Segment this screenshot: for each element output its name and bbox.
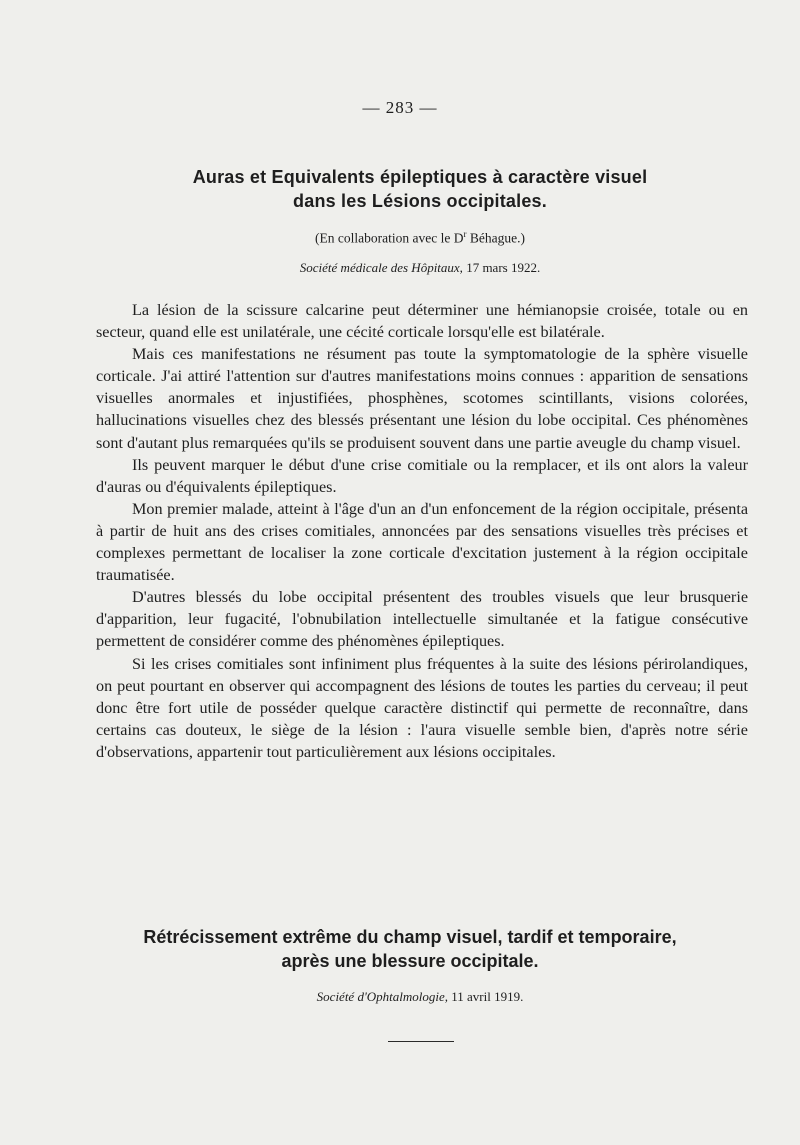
section-2-title [100,925,720,973]
collaboration-note [150,229,690,247]
citation-source: Société médicale des Hôpitaux, [299,260,463,275]
section-1-citation [150,260,690,276]
paragraph: D'autres blessés du lobe occipital présentent des troubles visuels que leur brusquerie d'apparition, leur fugacité, l'obnubilation intellectuelle simultanée et la fatigue consécutive permettent de considérer comme des phénomènes épileptiques. [96,588,748,651]
citation-date: 11 avril 1919. [451,989,524,1004]
paragraph: Mon premier malade, atteint à l'âge d'un an d'un enfoncement de la région occipitale, présenta à partir de huit ans des crises comitiales, annoncées par des sensations visuelles très précises et complexes permettant de localiser la zone corticale d'excitation justement à la région occipitale traumatisée. [96,499,748,585]
section-2-title-line-2: après une blessure occipitale. [281,951,539,971]
paragraph: Mais ces manifestations ne résument pas toute la symptomatologie de la sphère visuelle corticale. J'ai attiré l'attention sur d'autres manifestations moins connues : apparition de sensations visuelles anormales et injustifiées, phosphènes, scotomes scintillants, visions colorées, hallucinations visuelles chez des blessés présentant une lésion du lobe occipital. Ces phénomènes sont d'autant plus remarquées qu'ils se produisent souvent dans une partie aveugle du champ visuel. [96,345,748,452]
section-2-title-line-1: Rétrécissement extrême du champ visuel, tardif et temporaire, [143,927,677,947]
section-1-title-line-2: dans les Lésions occipitales. [293,191,547,211]
paragraph: Si les crises comitiales sont infiniment plus fréquentes à la suite des lésions périrolandiques, on peut pourtant en observer qui accompagnent des lésions de toutes les parties du cerveau; il peut donc être fort utile de posséder quelque caractère distinctif qui permette de reconnaître, dans certains cas douteux, le siège de la lésion : l'aura visuelle semble bien, d'après notre série d'observations, appartenir tout particulièrement aux lésions occipitales. [96,654,748,761]
paragraph: Ils peuvent marquer le début d'une crise comitiale ou la remplacer, et ils ont alors la valeur d'auras ou d'équivalents épileptiques. [96,455,748,496]
collab-suffix: Béhague.) [466,230,525,246]
citation-source: Société d'Ophtalmologie, [316,989,448,1004]
collab-prefix: (En collaboration avec le D [315,230,464,246]
citation-date: 17 mars 1922. [466,260,541,275]
section-1-title [150,165,690,213]
section-1-title-line-1: Auras et Equivalents épileptiques à caractère visuel [192,167,648,187]
section-divider [388,1041,454,1042]
paragraph: La lésion de la scissure calcarine peut déterminer une hémianopsie croisée, totale ou en secteur, quand elle est unilatérale, une cécité corticale lorsqu'elle est bilatérale. [96,301,748,342]
section-1-body [96,299,748,763]
collab-superscript: r [463,229,467,239]
page-number: — 283 — [362,98,438,117]
section-2-citation [150,989,690,1005]
